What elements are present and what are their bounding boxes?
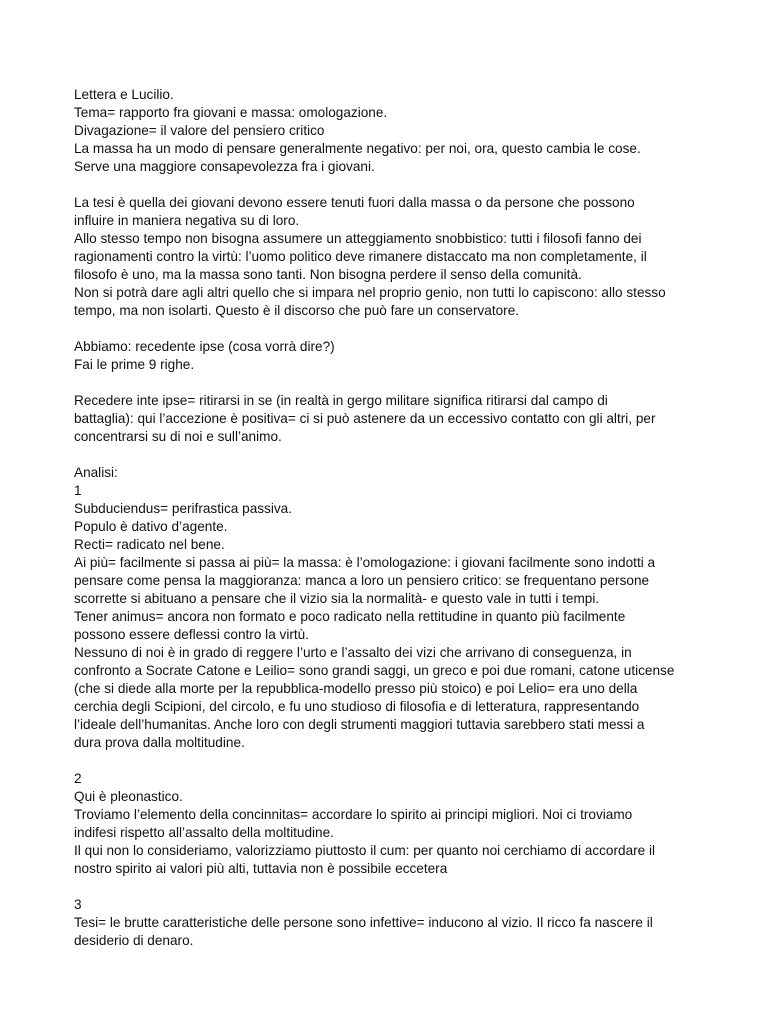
paragraph	[74, 770, 698, 878]
text-line: Recedere inte ipse= ritirarsi in se (in realtà in gergo militare significa ritirarsi dal campo di	[74, 393, 608, 408]
text-line: Allo stesso tempo non bisogna assumere un atteggiamento snobbistico: tutti i filosofi fanno dei	[74, 231, 642, 246]
text-line: pensare come pensa la maggioranza: manca a loro un pensiero critico: se frequentano persone	[74, 573, 650, 588]
text-line: Tener animus= ancora non formato e poco radicato nella rettitudine in quanto più facilmente	[74, 609, 626, 624]
text-line: possono essere deflessi contro la virtù.	[74, 627, 309, 642]
paragraph	[74, 338, 698, 374]
text-line: battaglia): qui l’accezione è positiva= ci si può astenere da un eccessivo contatto con gli altri, per	[74, 411, 656, 426]
text-line: nostro spirito ai valori più alti, tuttavia non è possibile eccetera	[74, 861, 448, 876]
text-line: Qui è pleonastico.	[74, 789, 183, 804]
text-line: indifesi rispetto all’assalto della moltitudine.	[74, 825, 334, 840]
paragraph	[74, 194, 698, 320]
text-line: La tesi è quella dei giovani devono essere tenuti fuori dalla massa o da persone che possono	[74, 195, 635, 210]
text-line: Analisi:	[74, 465, 118, 480]
text-line: confronto a Socrate Catone e Leilio= sono grandi saggi, un greco e poi due romani, catone uticense	[74, 663, 675, 678]
text-line: Recti= radicato nel bene.	[74, 537, 225, 552]
text-line: (che si diede alla morte per la repubblica-modello presso più stoico) e poi Lelio= era uno della	[74, 681, 638, 696]
text-line: Troviamo l’elemento della concinnitas= accordare lo spirito ai principi migliori. Noi ci troviamo	[74, 807, 633, 822]
text-line: influire in maniera negativa su di loro.	[74, 213, 300, 228]
text-line: Ai più= facilmente si passa ai più= la massa: è l’omologazione: i giovani facilmente sono indotti a	[74, 555, 656, 570]
text-line: Nessuno di noi è in grado di reggere l’urto e l’assalto dei vizi che arrivano di conseguenza, in	[74, 645, 632, 660]
text-line: La massa ha un modo di pensare generalmente negativo: per noi, ora, questo cambia le cose.	[74, 141, 641, 156]
text-line: cerchia degli Scipioni, del circolo, e fu uno studioso di filosofia e di letteratura, rappresentando	[74, 699, 640, 714]
text-line: l’ideale dell’humanitas. Anche loro con degli strumenti maggiori tuttavia sarebbero stati messi a	[74, 717, 645, 732]
text-line: Subduciendus= perifrastica passiva.	[74, 501, 293, 516]
paragraph	[74, 464, 698, 752]
text-line: ragionamenti contro la virtù: l’uomo politico deve rimanere distaccato ma non completamente, il	[74, 249, 647, 264]
text-line: 1	[74, 483, 82, 498]
text-line: scorrette si abituano a pensare che il vizio sia la normalità- e questo vale in tutti i tempi.	[74, 591, 600, 606]
text-line: Fai le prime 9 righe.	[74, 357, 195, 372]
paragraph	[74, 896, 698, 950]
text-line: Il qui non lo consideriamo, valorizziamo piuttosto il cum: per quanto noi cerchiamo di accordare il	[74, 843, 656, 858]
text-line: concentrarsi su di noi e sull’animo.	[74, 429, 282, 444]
text-line: Populo è dativo d’agente.	[74, 519, 228, 534]
text-line: Lettera e Lucilio.	[74, 87, 174, 102]
paragraph	[74, 86, 698, 176]
text-line: Tema= rapporto fra giovani e massa: omologazione.	[74, 105, 388, 120]
text-line: Non si potrà dare agli altri quello che si impara nel proprio genio, non tutti lo capiscono: allo stesso	[74, 285, 666, 300]
text-line: 3	[74, 897, 82, 912]
text-line: filosofo è uno, ma la massa sono tanti. Non bisogna perdere il senso della comunità.	[74, 267, 582, 282]
paragraph	[74, 392, 698, 446]
text-line: tempo, ma non isolarti. Questo è il discorso che può fare un conservatore.	[74, 303, 520, 318]
text-line: desiderio di denaro.	[74, 933, 194, 948]
text-line: Divagazione= il valore del pensiero critico	[74, 123, 325, 138]
text-line: 2	[74, 771, 82, 786]
text-line: Tesi= le brutte caratteristiche delle persone sono infettive= inducono al vizio. Il ricco fa nascere il	[74, 915, 653, 930]
text-line: Abbiamo: recedente ipse (cosa vorrà dire?)	[74, 339, 335, 354]
text-line: dura prova dalla moltitudine.	[74, 735, 245, 750]
text-line: Serve una maggiore consapevolezza fra i giovani.	[74, 159, 375, 174]
